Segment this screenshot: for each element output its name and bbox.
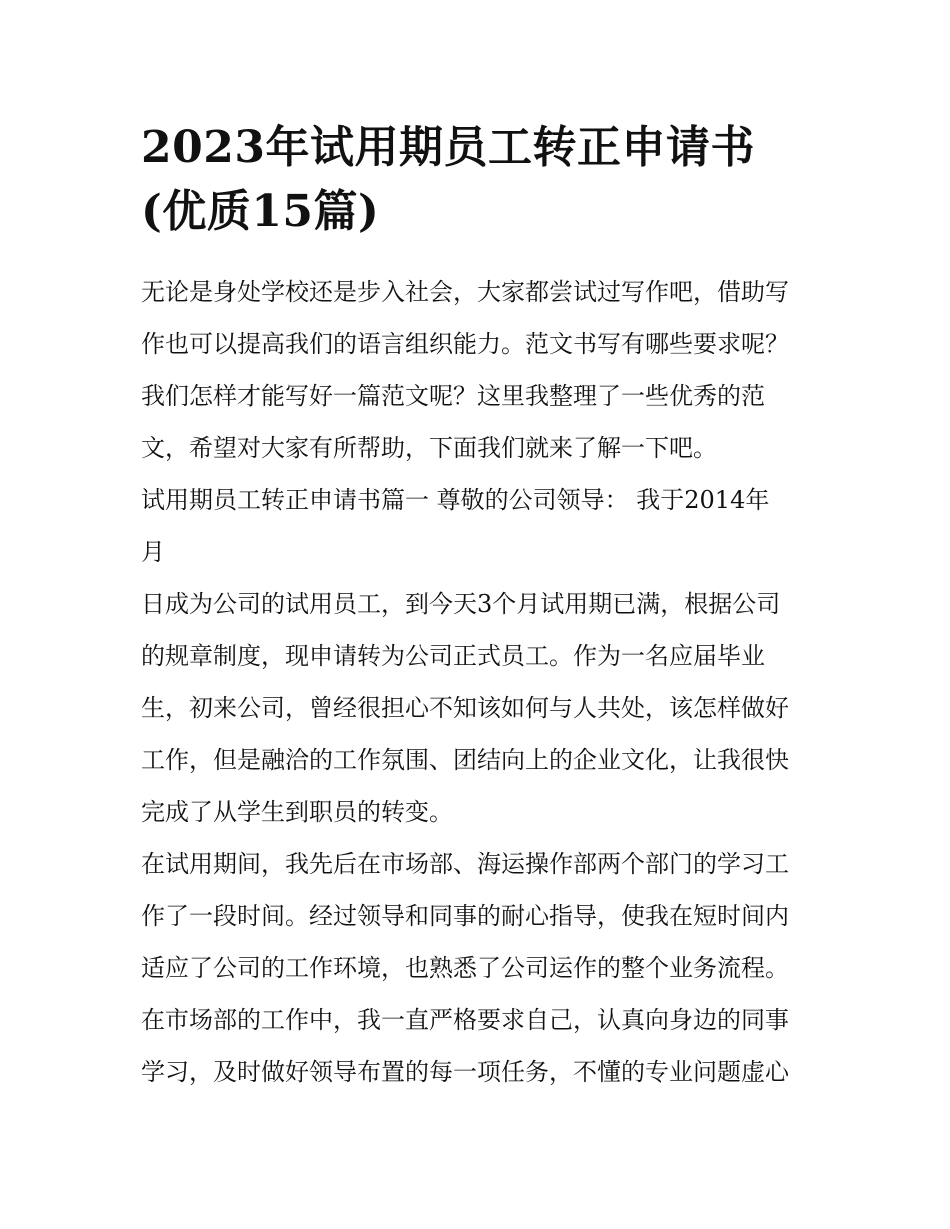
text-line: 试用期员工转正申请书篇一 尊敬的公司领导： 我于2014年 (141, 486, 770, 514)
intro-paragraph (141, 266, 813, 474)
document-body (141, 266, 813, 1098)
title-line: 2023年试用期员工转正申请书 (141, 122, 755, 173)
section-heading-paragraph (141, 474, 813, 578)
text-line: 月 (141, 538, 165, 566)
text-line: 我们怎样才能写好一篇范文呢？这里我整理了一些优秀的范 (141, 382, 765, 410)
text-line: 生，初来公司，曾经很担心不知该如何与人共处，该怎样做好 (141, 694, 789, 722)
text-line: 适应了公司的工作环境，也熟悉了公司运作的整个业务流程。 (141, 954, 789, 982)
body-paragraph (141, 578, 813, 838)
text-line: 作了一段时间。经过领导和同事的耐心指导，使我在短时间内 (141, 902, 789, 930)
text-line: 日成为公司的试用员工，到今天3个月试用期已满，根据公司 (141, 590, 781, 618)
text-line: 作也可以提高我们的语言组织能力。范文书写有哪些要求呢？ (141, 330, 789, 358)
title-line: (优质15篇) (141, 186, 380, 237)
text-line: 无论是身处学校还是步入社会，大家都尝试过写作吧，借助写 (141, 278, 789, 306)
text-line: 在试用期间，我先后在市场部、海运操作部两个部门的学习工 (141, 850, 789, 878)
text-line: 在市场部的工作中，我一直严格要求自己，认真向身边的同事 (141, 1006, 789, 1034)
text-line: 的规章制度，现申请转为公司正式员工。作为一名应届毕业 (141, 642, 765, 670)
document-title (141, 118, 813, 242)
text-line: 学习，及时做好领导布置的每一项任务，不懂的专业问题虚心 (141, 1058, 789, 1086)
text-line: 文，希望对大家有所帮助，下面我们就来了解一下吧。 (141, 434, 717, 462)
document-page (141, 118, 813, 1098)
body-paragraph (141, 838, 813, 1098)
text-line: 完成了从学生到职员的转变。 (141, 798, 453, 826)
text-line: 工作，但是融洽的工作氛围、团结向上的企业文化，让我很快 (141, 746, 789, 774)
